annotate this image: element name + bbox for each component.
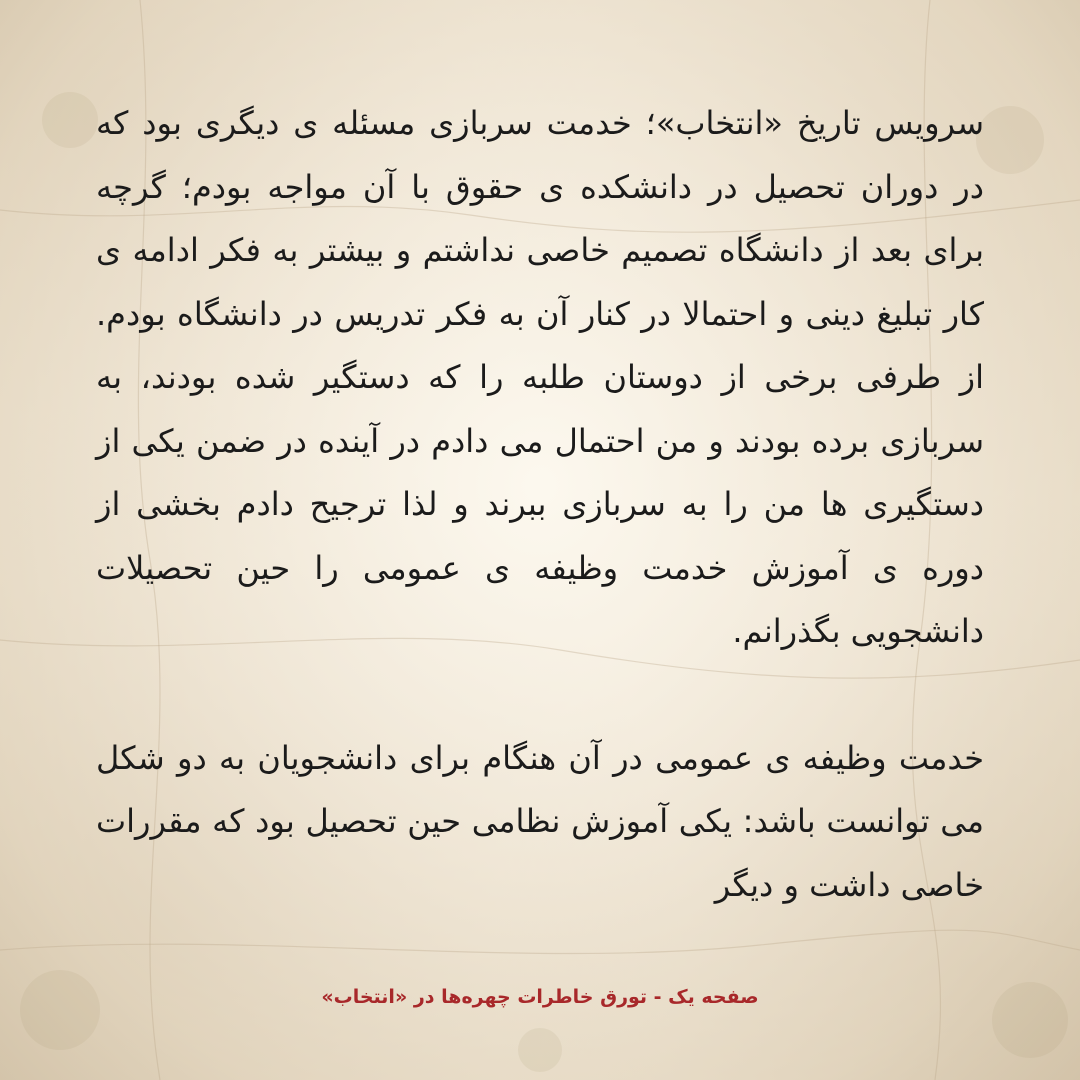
page-footer-caption: صفحه یک - تورق خاطرات چهره‌ها در «انتخاب» — [321, 986, 759, 1008]
article-body — [96, 92, 984, 917]
paragraph-1: سرویس تاریخ «انتخاب»؛ خدمت سربازی مسئله ی دیگری بود که در دوران تحصیل در دانشکده ی حقوق با آن مواجه بودم؛ گرچه برای بعد از دانشگاه تصمیم خاصی نداشتم و بیشتر به فکر ادامه ی کار تبلیغ دینی و احتمالا در کنار آن به فکر تدریس در دانشگاه بودم. از طرفی برخی از دوستان طلبه را که دستگیر شده بودند، به سربازی برده بودند و من احتمال می دادم در آینده در ضمن یکی از دستگیری ها من را به سربازی ببرند و لذا ترجیح دادم بخشی از دوره ی آموزش خدمت وظیفه ی عمومی را حین تحصیلات دانشجویی بگذرانم. — [96, 104, 984, 650]
paragraph-2: خدمت وظیفه ی عمومی در آن هنگام برای دانشجویان به دو شکل می توانست باشد: یکی آموزش نظامی حین تحصیل بود که مقررات خاصی داشت و دیگر — [96, 738, 984, 904]
paragraph-spacer — [96, 664, 984, 727]
